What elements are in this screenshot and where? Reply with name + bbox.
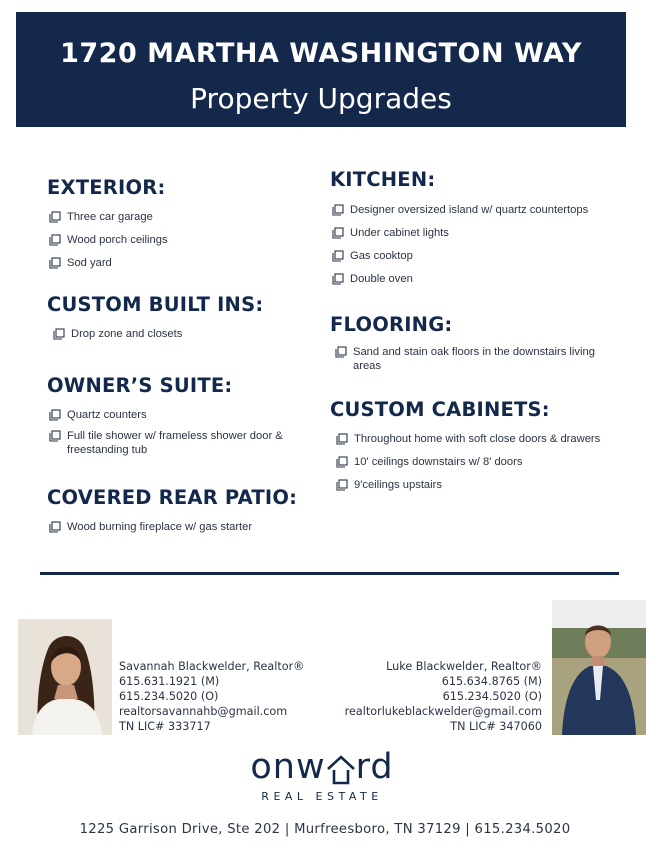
list-item: 10' ceilings downstairs w/ 8' doors (334, 455, 630, 469)
checkbox-icon (49, 430, 61, 442)
agent-name: Luke Blackwelder, Realtor® (386, 660, 542, 673)
section-covered-rear-patio (47, 486, 337, 534)
agent-contact-luke (345, 659, 542, 734)
property-address-title: 1720 MARTHA WASHINGTON WAY (60, 38, 582, 69)
agent-mobile-phone: 615.631.1921 (M) (119, 675, 220, 688)
checkbox-icon (336, 433, 348, 445)
agent-license: TN LIC# 347060 (450, 720, 542, 733)
office-address: 1225 Garrison Drive, Ste 202 | Murfreesboro, TN 37129 | 615.234.5020 (79, 822, 571, 837)
section-heading: FLOORING: (330, 313, 453, 336)
section-custom-built-ins (47, 293, 317, 341)
section-heading: EXTERIOR: (47, 176, 166, 199)
section-exterior (47, 176, 317, 270)
agent-email: realtorsavannahb@gmail.com (119, 705, 288, 718)
item-list (47, 210, 317, 270)
list-item: Wood burning fireplace w/ gas starter (47, 520, 337, 534)
list-item: Designer oversized island w/ quartz countertops (330, 203, 630, 217)
property-upgrades-subtitle: Property Upgrades (190, 82, 452, 115)
agent-office-phone: 615.234.5020 (O) (442, 690, 542, 703)
section-heading: COVERED REAR PATIO: (47, 486, 298, 509)
section-divider (40, 572, 619, 575)
checkbox-icon (336, 479, 348, 491)
checkbox-icon (332, 204, 344, 216)
agent-photo-savannah (18, 619, 112, 735)
list-item: Sod yard (47, 256, 317, 270)
item-list (330, 432, 630, 492)
list-item: Three car garage (47, 210, 317, 224)
agent-mobile-phone: 615.634.8765 (M) (441, 675, 542, 688)
onward-real-estate-logo (242, 748, 402, 812)
agent-email: realtorlukeblackwelder@gmail.com (344, 705, 542, 718)
section-flooring (330, 313, 620, 373)
section-heading: CUSTOM BUILT INS: (47, 293, 264, 316)
agent-office-phone: 615.234.5020 (O) (119, 690, 219, 703)
house-roof-icon (326, 752, 356, 786)
list-item: Under cabinet lights (330, 226, 630, 240)
list-item: Throughout home with soft close doors & drawers (334, 432, 630, 446)
agent-license: TN LIC# 333717 (119, 720, 211, 733)
list-item: Drop zone and closets (51, 327, 317, 341)
list-item: Wood porch ceilings (47, 233, 317, 247)
checkbox-icon (53, 328, 65, 340)
checkbox-icon (49, 211, 61, 223)
list-item: Gas cooktop (330, 249, 630, 263)
section-custom-cabinets (330, 398, 630, 492)
section-heading: KITCHEN: (330, 168, 436, 191)
agent-name: Savannah Blackwelder, Realtor® (119, 660, 305, 673)
checkbox-icon (332, 227, 344, 239)
section-heading: CUSTOM CABINETS: (330, 398, 550, 421)
checkbox-icon (332, 273, 344, 285)
section-heading: OWNER’S SUITE: (47, 374, 233, 397)
item-list (330, 345, 620, 373)
section-kitchen (330, 168, 630, 286)
list-item: Double oven (330, 272, 630, 286)
agent-photo-luke (552, 600, 646, 735)
agent-contact-savannah (119, 659, 304, 734)
checkbox-icon (332, 250, 344, 262)
checkbox-icon (49, 234, 61, 246)
checkbox-icon (49, 521, 61, 533)
list-item: 9'ceilings upstairs (334, 478, 630, 492)
item-list (47, 408, 317, 457)
list-item: Full tile shower w/ frameless shower door & freestanding tub (47, 429, 307, 457)
logo-wordmark: onw rd (250, 747, 394, 787)
list-item: Sand and stain oak floors in the downstairs living areas (333, 345, 615, 373)
item-list (330, 203, 630, 286)
section-owners-suite (47, 374, 317, 457)
logo-subtitle: REAL ESTATE (261, 790, 383, 803)
checkbox-icon (49, 409, 61, 421)
list-item: Quartz counters (47, 408, 317, 422)
checkbox-icon (335, 346, 347, 358)
item-list (47, 520, 337, 534)
item-list (47, 327, 317, 341)
header-banner (16, 12, 626, 127)
checkbox-icon (336, 456, 348, 468)
checkbox-icon (49, 257, 61, 269)
